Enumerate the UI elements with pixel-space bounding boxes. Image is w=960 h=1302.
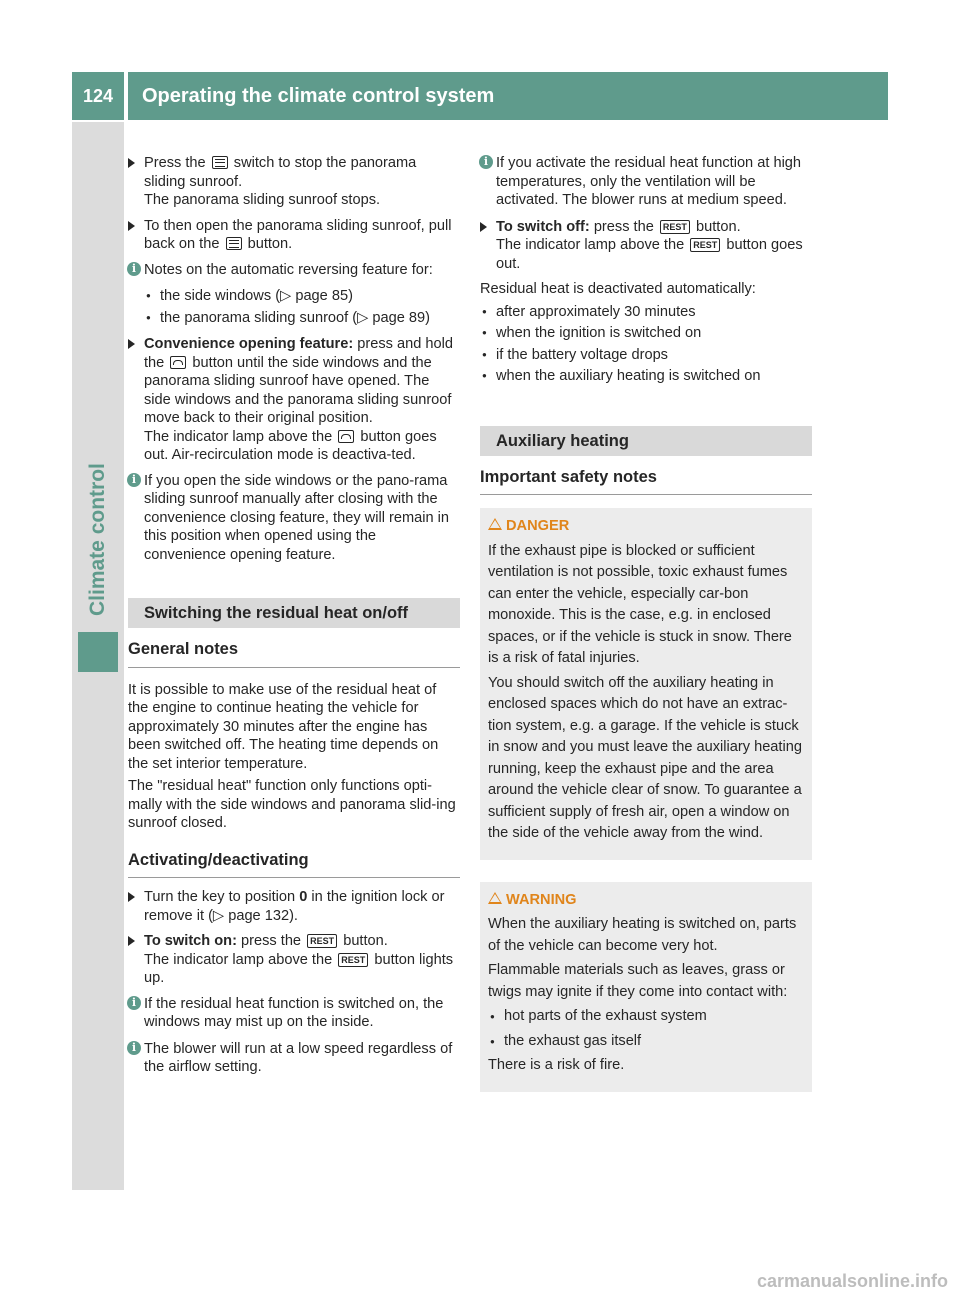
list-item: ● after approximately 30 minutes [480,303,812,322]
step-arrow-icon [480,222,487,232]
list-item: ● hot parts of the exhaust system [488,1006,804,1028]
watermark: carmanualsonline.info [756,1271,948,1291]
note-blower: i The blower will run at a low speed regardless of the airflow setting. [128,1040,460,1077]
note-mist: i If the residual heat function is switched on, the windows may mist up on the inside. [128,995,460,1032]
list-item: ● when the ignition is switched on [480,324,812,343]
paragraph: The "residual heat" function only functions opti-mally with the side windows and panorama slid-ing sunroof closed. [128,778,456,831]
section-title: Switching the residual heat on/off [128,598,460,628]
warning-text: There is a risk of fire. [488,1057,625,1073]
list-item: ● the side windows (▷ page 85) [144,287,460,306]
rest-button-icon: REST [690,238,720,252]
page-number: 124 [72,72,124,120]
note-manual-opening: i If you open the side windows or the pano-rama sliding sunroof manually after closing with the convenience closing feature, they will remain in this position when opened using the convenience opening feature. [128,472,460,565]
warning-triangle-icon [488,892,502,904]
list-item: ● when the auxiliary heating is switched on [480,367,812,386]
section-title: Auxiliary heating [480,426,812,456]
sunroof-switch-icon [226,237,242,250]
step-arrow-icon [128,339,135,349]
paragraph: It is possible to make use of the residual heat of the engine to continue heating the vehicle for approximately 30 minutes after the engine has been switched off. The heating time depends on the set interior temperature. [128,681,439,772]
step-arrow-icon [128,158,135,168]
list-item: ● the panorama sliding sunroof (▷ page 89) [144,309,460,328]
side-tab-label: Climate control [86,463,109,617]
right-column [480,154,812,1114]
info-icon: i [127,996,141,1010]
warning-box [480,882,812,1092]
step-turn-key: Turn the key to position 0 in the ignition lock or remove it (▷ page 132). [128,888,460,925]
step-arrow-icon [128,936,135,946]
info-icon: i [127,1041,141,1055]
info-icon: i [479,155,493,169]
step-stop-sunroof: Press the switch to stop the panorama sliding sunroof. The panorama sliding sunroof stops. [128,154,460,210]
warning-text: Flammable materials such as leaves, grass or twigs may ignite if they come into contact with: [488,962,788,1000]
danger-box [480,508,812,860]
warning-triangle-icon [488,518,502,530]
list-item: ● if the battery voltage drops [480,346,812,365]
recirculation-button-icon [170,356,186,369]
sunroof-switch-icon [212,156,228,169]
paragraph: Residual heat is deactivated automatically: [480,281,756,297]
rest-button-icon: REST [338,953,368,967]
list-item: ● the exhaust gas itself [488,1031,804,1053]
subheading: Activating/deactivating [128,851,460,879]
warning-text: When the auxiliary heating is switched on, parts of the vehicle can become very hot. [488,916,797,954]
step-arrow-icon [128,221,135,231]
note-high-temperature: i If you activate the residual heat function at high temperatures, only the ventilation will be activated. The blower runs at medium speed. [480,154,812,210]
subheading: General notes [128,640,460,668]
note-reversing: i Notes on the automatic reversing feature for: [128,261,460,280]
warning-title: WARNING [488,890,804,912]
rest-button-icon: REST [660,220,690,234]
info-icon: i [127,473,141,487]
subheading: Important safety notes [480,468,812,496]
left-column [128,154,460,1085]
step-arrow-icon [128,892,135,902]
info-icon: i [127,262,141,276]
recirculation-button-icon [338,430,354,443]
step-switch-on: To switch on: press the REST button. The indicator lamp above the REST button lights up. [128,932,460,988]
step-convenience-opening: Convenience opening feature: press and hold the button until the side windows and the panorama sliding sunroof have opened. The side windows and the panorama sliding sunroof move back to their original position. The indicator lamp above the button goes out. Air-recirculation mode is deactiva-ted. [128,335,460,465]
rest-button-icon: REST [307,934,337,948]
danger-text: If the exhaust pipe is blocked or sufficient ventilation is not possible, toxic exhaust fumes can enter the vehicle, especially car-bon monoxide. This is the case, e.g. in enclosed spaces, or if the vehicle is stuck in snow. There is a risk of fatal injuries. [488,542,792,666]
side-tab-marker [78,632,118,672]
page-title: Operating the climate control system [128,72,888,120]
step-switch-off: To switch off: press the REST button. The indicator lamp above the REST button goes out. [480,218,812,274]
step-open-sunroof: To then open the panorama sliding sunroof, pull back on the button. [128,217,460,254]
danger-text: You should switch off the auxiliary heating in enclosed spaces which do not have an extrac-tion system, e.g. a garage. If the vehicle is stuck in snow and you must leave the auxiliary heating running, keep the exhaust pipe and the area around the vehicle clear of snow. To guarantee a sufficient supply of fresh air, open a window on the side of the vehicle away from the wind. [488,674,802,841]
danger-title: DANGER [488,516,804,538]
